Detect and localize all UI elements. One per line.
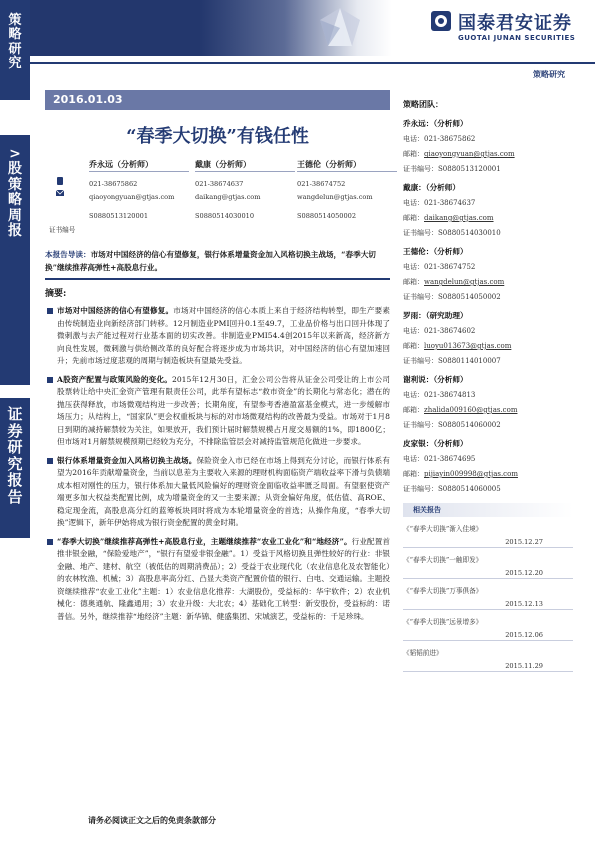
analyst-email-row bbox=[403, 275, 573, 290]
author-phone: 021-38674637 bbox=[195, 180, 244, 188]
analyst-cert-row bbox=[403, 482, 573, 497]
analyst-email-link[interactable]: wangdelun@gtjas.com bbox=[424, 278, 505, 286]
author-name: 乔永远（分析师） bbox=[89, 156, 189, 172]
sidebar-label-research-report bbox=[0, 398, 30, 538]
analyst-entry bbox=[403, 243, 573, 305]
analyst-name: 谢利说：（分析师） bbox=[403, 375, 468, 384]
crystal-decoration-icon bbox=[300, 6, 380, 50]
analyst-name: 乔永远：（分析师） bbox=[403, 119, 468, 128]
abstract-section bbox=[45, 455, 390, 530]
main-column bbox=[45, 90, 390, 623]
sidebar-char: 策 bbox=[8, 176, 22, 193]
analyst-name: 皮家银：（分析师） bbox=[403, 439, 468, 448]
author-card bbox=[89, 156, 189, 223]
sidebar-char: 券 bbox=[7, 421, 23, 440]
cert-label: 证书编号： bbox=[403, 293, 438, 301]
sidebar-char: 告 bbox=[7, 487, 23, 506]
analyst-email-link[interactable]: pijiayin009998@gtjas.com bbox=[424, 470, 518, 478]
analyst-list bbox=[403, 115, 573, 497]
report-type-label: 策略研究 bbox=[533, 69, 565, 79]
email-label: 邮箱： bbox=[403, 342, 424, 350]
header-banner bbox=[30, 0, 595, 56]
analyst-phone-row bbox=[403, 132, 573, 147]
abstract-section bbox=[45, 305, 390, 368]
analyst-phone: 021-38674752 bbox=[424, 263, 476, 271]
analyst-cert-row bbox=[403, 290, 573, 305]
author-cert: S0880514050002 bbox=[297, 212, 357, 220]
analyst-phone-row bbox=[403, 452, 573, 467]
analyst-email-link[interactable]: luoyu013673@gtjas.com bbox=[424, 342, 512, 350]
author-card bbox=[195, 156, 295, 223]
analyst-phone: 021-38675862 bbox=[424, 135, 476, 143]
related-report-item[interactable] bbox=[403, 522, 573, 548]
sidebar-char: 周 bbox=[8, 207, 22, 224]
related-report-item[interactable] bbox=[403, 615, 573, 641]
related-report-item[interactable] bbox=[403, 553, 573, 579]
analyst-email-row bbox=[403, 211, 573, 226]
sidebar-char: 证 bbox=[7, 405, 23, 423]
section-lead: A股资产配置与政策风险的变化。 bbox=[57, 374, 173, 384]
related-report-date: 2015.12.06 bbox=[403, 629, 573, 641]
analyst-cert: S0880514030010 bbox=[438, 229, 501, 237]
header-divider bbox=[30, 62, 595, 64]
analyst-cert-row bbox=[403, 354, 573, 369]
section-body: 市场对中国经济的信心本质上来自于经济结构转型，即生产要素由传统制造业向新经济部门转移。12月制造业PMI回升0.1至49.7，工业品价格与出口回升体现了微刺激与去产能过程对行业基本面的切实改善。非制造业PMI54.4创2015年以来新高，经济新方向良性发展，微刺激与供给侧改革的良好配合将逐步成为市场共识，对中国经济的信心有望加速回升；先前市场过度悲观的周期与制造板块有望最先受益。 bbox=[57, 306, 390, 365]
logo-text-en: GUOTAI JUNAN SECURITIES bbox=[458, 34, 576, 42]
abstract-section bbox=[45, 536, 390, 624]
analyst-cert: S0880514050002 bbox=[438, 293, 501, 301]
related-report-item[interactable] bbox=[403, 646, 573, 672]
analyst-phone: 021-38674602 bbox=[424, 327, 476, 335]
sidebar-char: > bbox=[9, 146, 21, 162]
analyst-entry bbox=[403, 115, 573, 177]
footer-disclaimer: 请务必阅读正文之后的免责条款部分 bbox=[88, 815, 216, 825]
analyst-entry bbox=[403, 307, 573, 369]
phone-label: 电话： bbox=[403, 135, 424, 143]
phone-label: 电话： bbox=[403, 263, 424, 271]
related-report-date: 2015.12.20 bbox=[403, 567, 573, 579]
sidebar-char: 略 bbox=[8, 27, 22, 43]
sidebar-char: 究 bbox=[8, 55, 22, 71]
email-label: 邮箱： bbox=[403, 214, 424, 222]
author-email[interactable]: wangdelun@gtjas.com bbox=[297, 193, 373, 201]
section-body: 行业配置首推非银金融，“保险爱地产”，“银行有望爱非银金融”。1）受益于风格切换且弹性较好的行业：非银金融、地产、建材、航空（被低估的周期消费品）；2）受益于农业现代化（农业信息化及农智能化）的农林牧渔、机械；3）高股息率高分红、凸显大类资产配置价值的银行、白电、交通运输。主题投资继续推荐“农业工业化”主题：1）农业信息化推荐：大湖股份，受益标的：华宇软件；2）农业机械化：德奥通航、隆鑫通用；3）农业升级：大北农；4）基础化工转型：新安股份，受益标的：诺普信。另外，继续推荐“地经济”主题：新华锦、健盛集团、宋城演艺，受益标的：千足珍珠。 bbox=[57, 536, 390, 621]
cert-label: 证书编号： bbox=[403, 421, 438, 429]
related-report-title: 《“春季大切换”远景增多》 bbox=[403, 618, 483, 626]
email-label: 邮箱： bbox=[403, 406, 424, 414]
report-title: “春季大切换”有钱任性 bbox=[126, 126, 309, 147]
author-name: 戴康（分析师） bbox=[195, 156, 295, 172]
sidebar-char: 研 bbox=[8, 41, 22, 57]
phone-label: 电话： bbox=[403, 327, 424, 335]
abstract-heading: 摘要: bbox=[45, 289, 67, 299]
analyst-cert-row bbox=[403, 418, 573, 433]
abstract-section bbox=[45, 374, 390, 449]
author-cert: S0880513120001 bbox=[89, 212, 149, 220]
sidebar-char: 究 bbox=[7, 454, 23, 473]
sidebar-char: 研 bbox=[7, 438, 23, 456]
section-lead: 银行体系增量资金加入风格切换主战场。 bbox=[57, 455, 197, 465]
related-report-date: 2015.11.29 bbox=[403, 660, 573, 672]
report-date: 2016.01.03 bbox=[45, 90, 390, 110]
analyst-cert: S0880513120001 bbox=[438, 165, 501, 173]
analyst-name: 王德伦：（分析师） bbox=[403, 247, 468, 256]
section-lead: 市场对中国经济的信心有望修复。 bbox=[57, 306, 174, 315]
author-cert: S0880514030010 bbox=[195, 212, 255, 220]
analyst-phone: 021-38674813 bbox=[424, 391, 476, 399]
author-phone: 021-38675862 bbox=[89, 180, 138, 188]
cert-label: 证书编号： bbox=[403, 165, 438, 173]
phone-label: 电话： bbox=[403, 455, 424, 463]
analyst-email-link[interactable]: daikang@gtjas.com bbox=[424, 214, 494, 222]
cert-label: 证书编号： bbox=[403, 229, 438, 237]
analyst-entry bbox=[403, 435, 573, 497]
author-email[interactable]: daikang@gtjas.com bbox=[195, 193, 261, 201]
email-label: 邮箱： bbox=[403, 470, 424, 478]
analyst-email-row bbox=[403, 403, 573, 418]
analyst-name: 戴康：（分析师） bbox=[403, 183, 460, 192]
sidebar-char: 策 bbox=[8, 13, 22, 28]
analyst-email-row bbox=[403, 147, 573, 162]
cert-number-label: 证书编号 bbox=[49, 226, 76, 234]
report-guide bbox=[45, 248, 390, 280]
related-report-date: 2015.12.13 bbox=[403, 598, 573, 610]
related-reports-list bbox=[403, 522, 573, 672]
analyst-phone: 021-38674695 bbox=[424, 455, 476, 463]
related-report-title: 《“春季大切换”一触即发》 bbox=[403, 556, 483, 564]
phone-icon bbox=[55, 176, 65, 186]
sidebar-char: 报 bbox=[7, 471, 23, 489]
analyst-cert-row bbox=[403, 226, 573, 241]
analyst-email-link[interactable]: qiaoyongyuan@gtjas.com bbox=[424, 150, 515, 158]
related-report-date: 2015.12.27 bbox=[403, 536, 573, 548]
author-phone: 021-38674752 bbox=[297, 180, 346, 188]
author-email[interactable]: qiaoyongyuan@gtjas.com bbox=[89, 193, 175, 201]
analyst-entry bbox=[403, 371, 573, 433]
analyst-name: 罗雨：（研究助理） bbox=[403, 311, 468, 320]
guide-label: 本报告导读： bbox=[45, 250, 91, 259]
author-card bbox=[297, 156, 397, 223]
team-heading: 策略团队： bbox=[403, 99, 443, 109]
phone-label: 电话： bbox=[403, 391, 424, 399]
analyst-cert-row bbox=[403, 162, 573, 177]
analyst-entry bbox=[403, 179, 573, 241]
sidebar-char: 股 bbox=[8, 161, 22, 178]
guide-text: 市场对中国经济的信心有望修复，银行体系增量资金加入风格切换主战场，“春季大切换”继续推荐高弹性+高股息行业。 bbox=[45, 250, 376, 272]
email-label: 邮箱： bbox=[403, 150, 424, 158]
section-body: 保险资金入市已经在市场上得到充分讨论，而银行体系有望为2016年贡献增量资金，当前以息差为主要收入来源的理财机构面临资产端收益率下滑与负债端成本相对刚性的压力，银行体系加大量低风险偏好的理财资金面临收益率匮乏局面。有望驱使资产端更多加大权益类配置比例，成为增量资金的又一主要来源；从资金偏好角度，低估值、高ROE、稳定现金流，高股息高分红的蓝筹板块同时将成为本轮增量资金的首选；从操作角度，“春季大切换”逻辑下，新年伊始将成为银行资金配置的黄金时期。 bbox=[57, 455, 391, 527]
sidebar-char: 报 bbox=[8, 222, 22, 239]
analyst-cert: S0880514060005 bbox=[438, 485, 501, 493]
cert-label: 证书编号： bbox=[403, 357, 438, 365]
cert-label: 证书编号： bbox=[403, 485, 438, 493]
author-block bbox=[45, 156, 390, 248]
section-lead: “春季大切换”继续推荐高弹性+高股息行业，主题继续推荐“农业工业化”和“地经济”。 bbox=[57, 536, 352, 546]
sidebar-label-weekly bbox=[0, 135, 30, 385]
author-icons bbox=[49, 156, 77, 200]
guotai-junan-logo-icon bbox=[430, 10, 452, 32]
analyst-phone-row bbox=[403, 324, 573, 339]
logo-text-cn: 国泰君安证券 bbox=[458, 13, 572, 34]
author-name: 王德伦（分析师） bbox=[297, 156, 397, 172]
related-report-title: 《韬韬前进》 bbox=[403, 649, 443, 657]
right-panel bbox=[403, 95, 573, 672]
related-report-item[interactable] bbox=[403, 584, 573, 610]
sidebar-char: 略 bbox=[8, 192, 22, 209]
email-label: 邮箱： bbox=[403, 278, 424, 286]
analyst-email-link[interactable]: zhalida009160@gtjas.com bbox=[424, 406, 518, 414]
analyst-cert: S0880514060002 bbox=[438, 421, 501, 429]
analyst-cert: S0880114010007 bbox=[438, 357, 501, 365]
analyst-phone-row bbox=[403, 388, 573, 403]
email-icon bbox=[55, 188, 65, 198]
section-body: 2015年12月30日，汇金公司公告将从证金公司受让的上市公司股票转让给中央汇金资产管理有限责任公司，此举有望标志“救市资金”的长期化与常态化；潜在的抛压获得释放，市场微观结构进一步改善；长期角度，有望参考香港盈富基金模式，进一步缓解市场压力；从结构上，“国家队”更会权重板块与标的对市场微观结构的改善最为受益。市场对于1月8日到期的减持解禁较为关注，如果放开，我们预计届时解禁规模占月度交易额的1%，即1800亿；但市场对1月解禁规模预期已经较为充分，不排除监管层会对减持监管规范化做进一步要求。 bbox=[57, 374, 390, 446]
analyst-phone-row bbox=[403, 196, 573, 211]
analyst-phone: 021-38674637 bbox=[424, 199, 476, 207]
analyst-phone-row bbox=[403, 260, 573, 275]
sidebar-label-strategy bbox=[0, 0, 30, 100]
left-sidebar bbox=[0, 0, 30, 842]
related-report-title: 《“春季大切换”渐入佳境》 bbox=[403, 525, 483, 533]
related-reports-heading: 相关报告 bbox=[403, 503, 573, 517]
analyst-email-row bbox=[403, 339, 573, 354]
phone-label: 电话： bbox=[403, 199, 424, 207]
related-report-title: 《“春季大切换”万事俱备》 bbox=[403, 587, 483, 595]
analyst-email-row bbox=[403, 467, 573, 482]
